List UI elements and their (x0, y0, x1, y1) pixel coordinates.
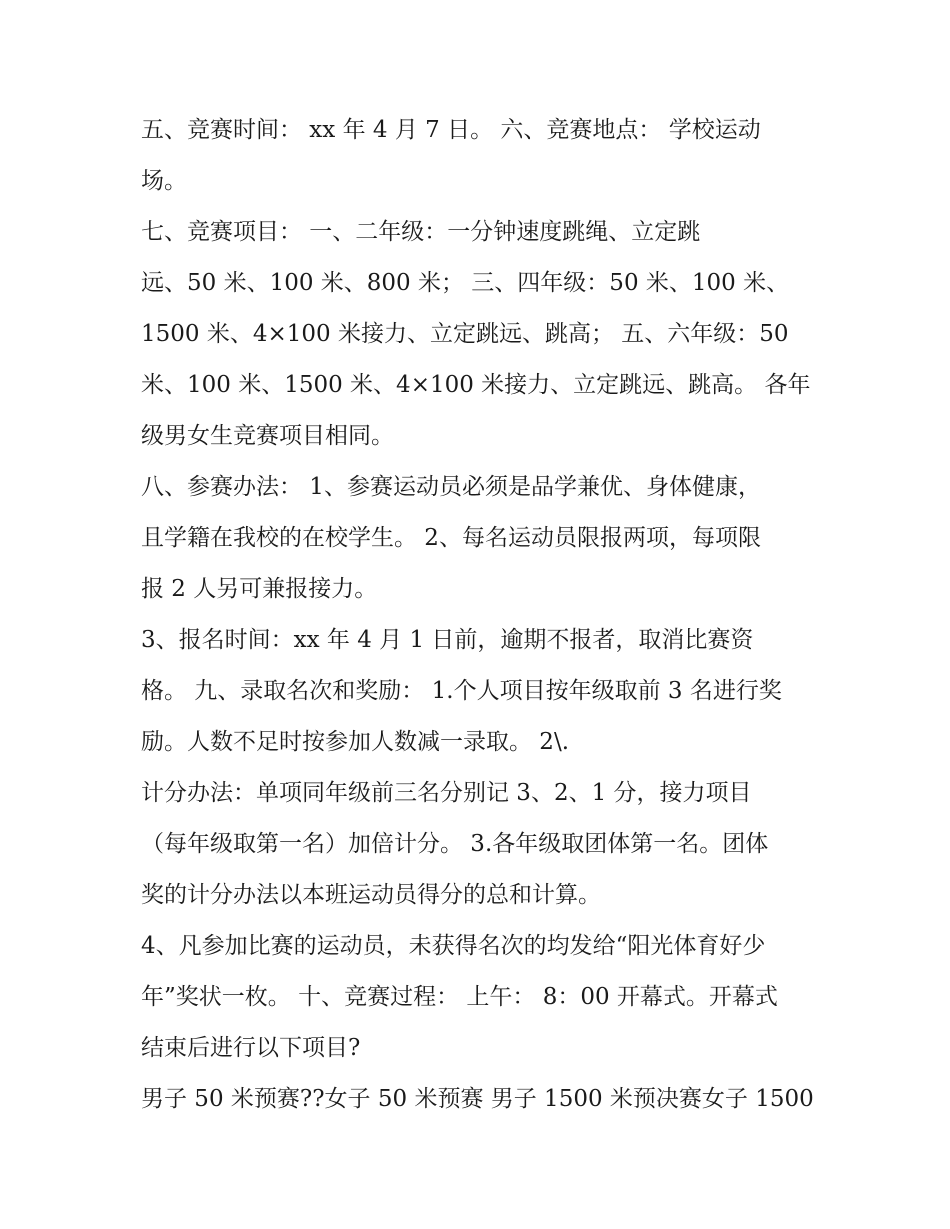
text-line: 结束后进行以下项目? (141, 1035, 361, 1061)
text-line: 场。 (141, 168, 187, 194)
text-line: 男子 50 米预赛??女子 50 米预赛 男子 1500 米预决赛女子 1500 (141, 1086, 814, 1112)
text-line: 奖的计分办法以本班运动员得分的总和计算。 (141, 882, 601, 908)
text-line: 4、凡参加比赛的运动员，未获得名次的均发给“阳光体育好少 (141, 933, 766, 959)
text-line: 励。人数不足时按参加人数减一录取。 2\. (141, 729, 570, 755)
text-line: 米、100 米、1500 米、4×100 米接力、立定跳远、跳高。 各年 (141, 372, 811, 398)
text-line: 3、报名时间：xx 年 4 月 1 日前，逾期不报者，取消比赛资 (141, 627, 754, 653)
text-line: （每年级取第一名）加倍计分。 3.各年级取团体第一名。团体 (141, 831, 769, 857)
text-line: 格。 九、录取名次和奖励： 1.个人项目按年级取前 3 名进行奖 (141, 678, 782, 704)
text-line: 报 2 人另可兼报接力。 (141, 576, 378, 602)
text-line: 且学籍在我校的在校学生。 2、每名运动员限报两项，每项限 (141, 525, 761, 551)
text-line: 年”奖状一枚。 十、竞赛过程： 上午： 8：00 开幕式。开幕式 (141, 984, 778, 1010)
text-line: 1500 米、4×100 米接力、立定跳远、跳高； 五、六年级：50 (141, 321, 789, 347)
text-line: 计分办法：单项同年级前三名分别记 3、2、1 分，接力项目 (141, 780, 752, 806)
text-line: 远、50 米、100 米、800 米； 三、四年级：50 米、100 米、 (141, 270, 790, 296)
text-line: 八、参赛办法： 1、参赛运动员必须是品学兼优、身体健康， (141, 474, 761, 500)
text-line: 级男女生竞赛项目相同。 (141, 423, 394, 449)
text-line: 五、竞赛时间： xx 年 4 月 7 日。 六、竞赛地点： 学校运动 (141, 117, 761, 143)
text-line: 七、竞赛项目： 一、二年级：一分钟速度跳绳、立定跳 (141, 219, 701, 245)
